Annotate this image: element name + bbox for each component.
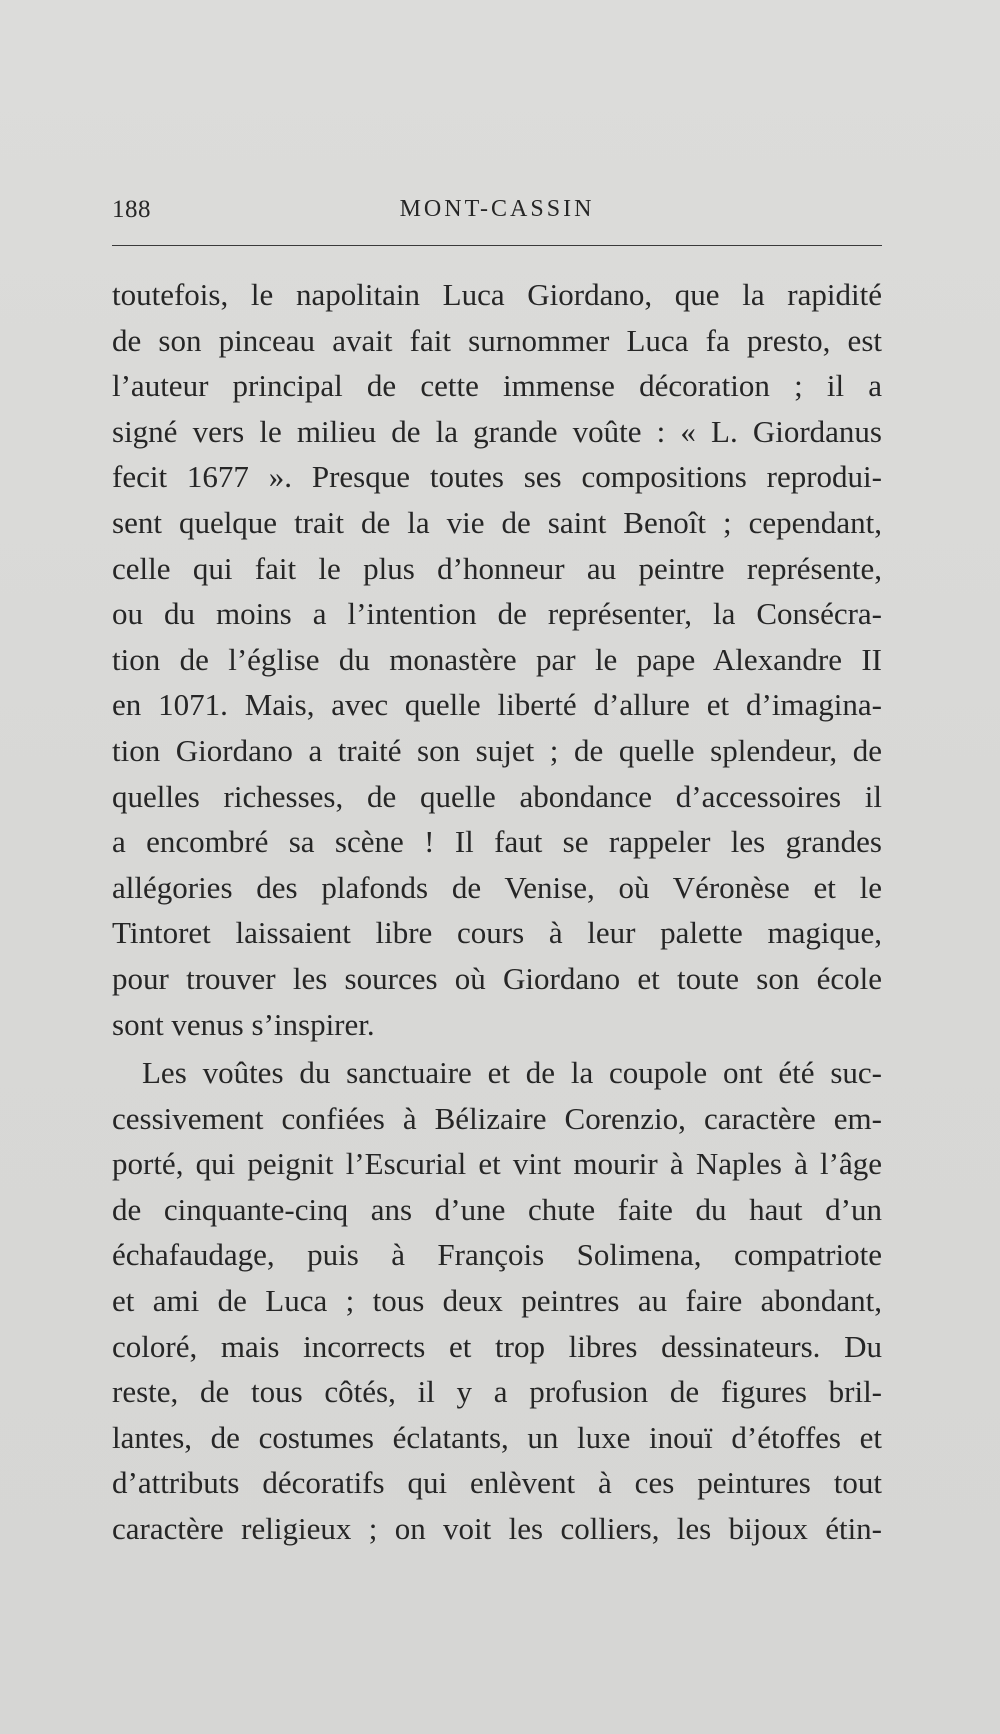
text-line: de cinquante-cinq ans d’une chute faite du haut d’un: [112, 1191, 882, 1227]
text-line: en 1071. Mais, avec quelle liberté d’allure et d’imagina-: [112, 687, 882, 723]
text-line: caractère religieux ; on voit les colliers, les bijoux étin-: [112, 1511, 882, 1547]
body-text: [112, 272, 882, 1552]
text-line: cessivement confiées à Bélizaire Corenzio, caractère em-: [112, 1100, 882, 1136]
text-line: et ami de Luca ; tous deux peintres au faire abondant,: [112, 1283, 882, 1319]
text-line: a encombré sa scène ! Il faut se rappeler les grandes: [112, 824, 882, 860]
text-line: de son pinceau avait fait surnommer Luca fa presto, est: [112, 322, 882, 358]
text-line: fecit 1677 ». Presque toutes ses compositions reprodui-: [112, 459, 882, 495]
text-line: allégories des plafonds de Venise, où Véronèse et le: [112, 869, 882, 905]
text-line: tion Giordano a traité son sujet ; de quelle splendeur, de: [112, 732, 882, 768]
text-line: pour trouver les sources où Giordano et toute son école: [112, 960, 882, 996]
text-line: porté, qui peignit l’Escurial et vint mourir à Naples à l’âge: [112, 1146, 882, 1182]
paragraph-1: [112, 272, 882, 1047]
text-line: celle qui fait le plus d’honneur au peintre représente,: [112, 550, 882, 586]
text-line: lantes, de costumes éclatants, un luxe inouï d’étoffes et: [112, 1419, 882, 1455]
text-line: ou du moins a l’intention de représenter, la Consécra-: [112, 596, 882, 632]
text-line: échafaudage, puis à François Solimena, compatriote: [112, 1237, 882, 1273]
paragraph-2: [112, 1050, 882, 1552]
text-line: Les voûtes du sanctuaire et de la coupole ont été suc-: [142, 1055, 882, 1091]
text-line: sent quelque trait de la vie de saint Benoît ; cependant,: [112, 504, 882, 540]
text-line: coloré, mais incorrects et trop libres dessinateurs. Du: [112, 1328, 882, 1364]
text-line: quelles richesses, de quelle abondance d’accessoires il: [112, 778, 882, 814]
running-title: MONT-CASSIN: [399, 196, 595, 222]
text-line: l’auteur principal de cette immense décoration ; il a: [112, 368, 882, 404]
text-line: signé vers le milieu de la grande voûte : « L. Giordanus: [112, 413, 882, 449]
text-line: toutefois, le napolitain Luca Giordano, que la rapidité: [112, 277, 882, 312]
text-line: tion de l’église du monastère par le pape Alexandre II: [112, 641, 882, 677]
text-line: Tintoret laissaient libre cours à leur palette magique,: [112, 915, 882, 951]
text-line: reste, de tous côtés, il y a profusion de figures bril-: [112, 1374, 882, 1410]
header-rule: [112, 245, 882, 246]
page-number: 188: [112, 196, 151, 223]
text-line: sont venus s’inspirer.: [112, 1006, 375, 1042]
text-line: d’attributs décoratifs qui enlèvent à ces peintures tout: [112, 1465, 882, 1501]
running-head: [112, 196, 882, 228]
